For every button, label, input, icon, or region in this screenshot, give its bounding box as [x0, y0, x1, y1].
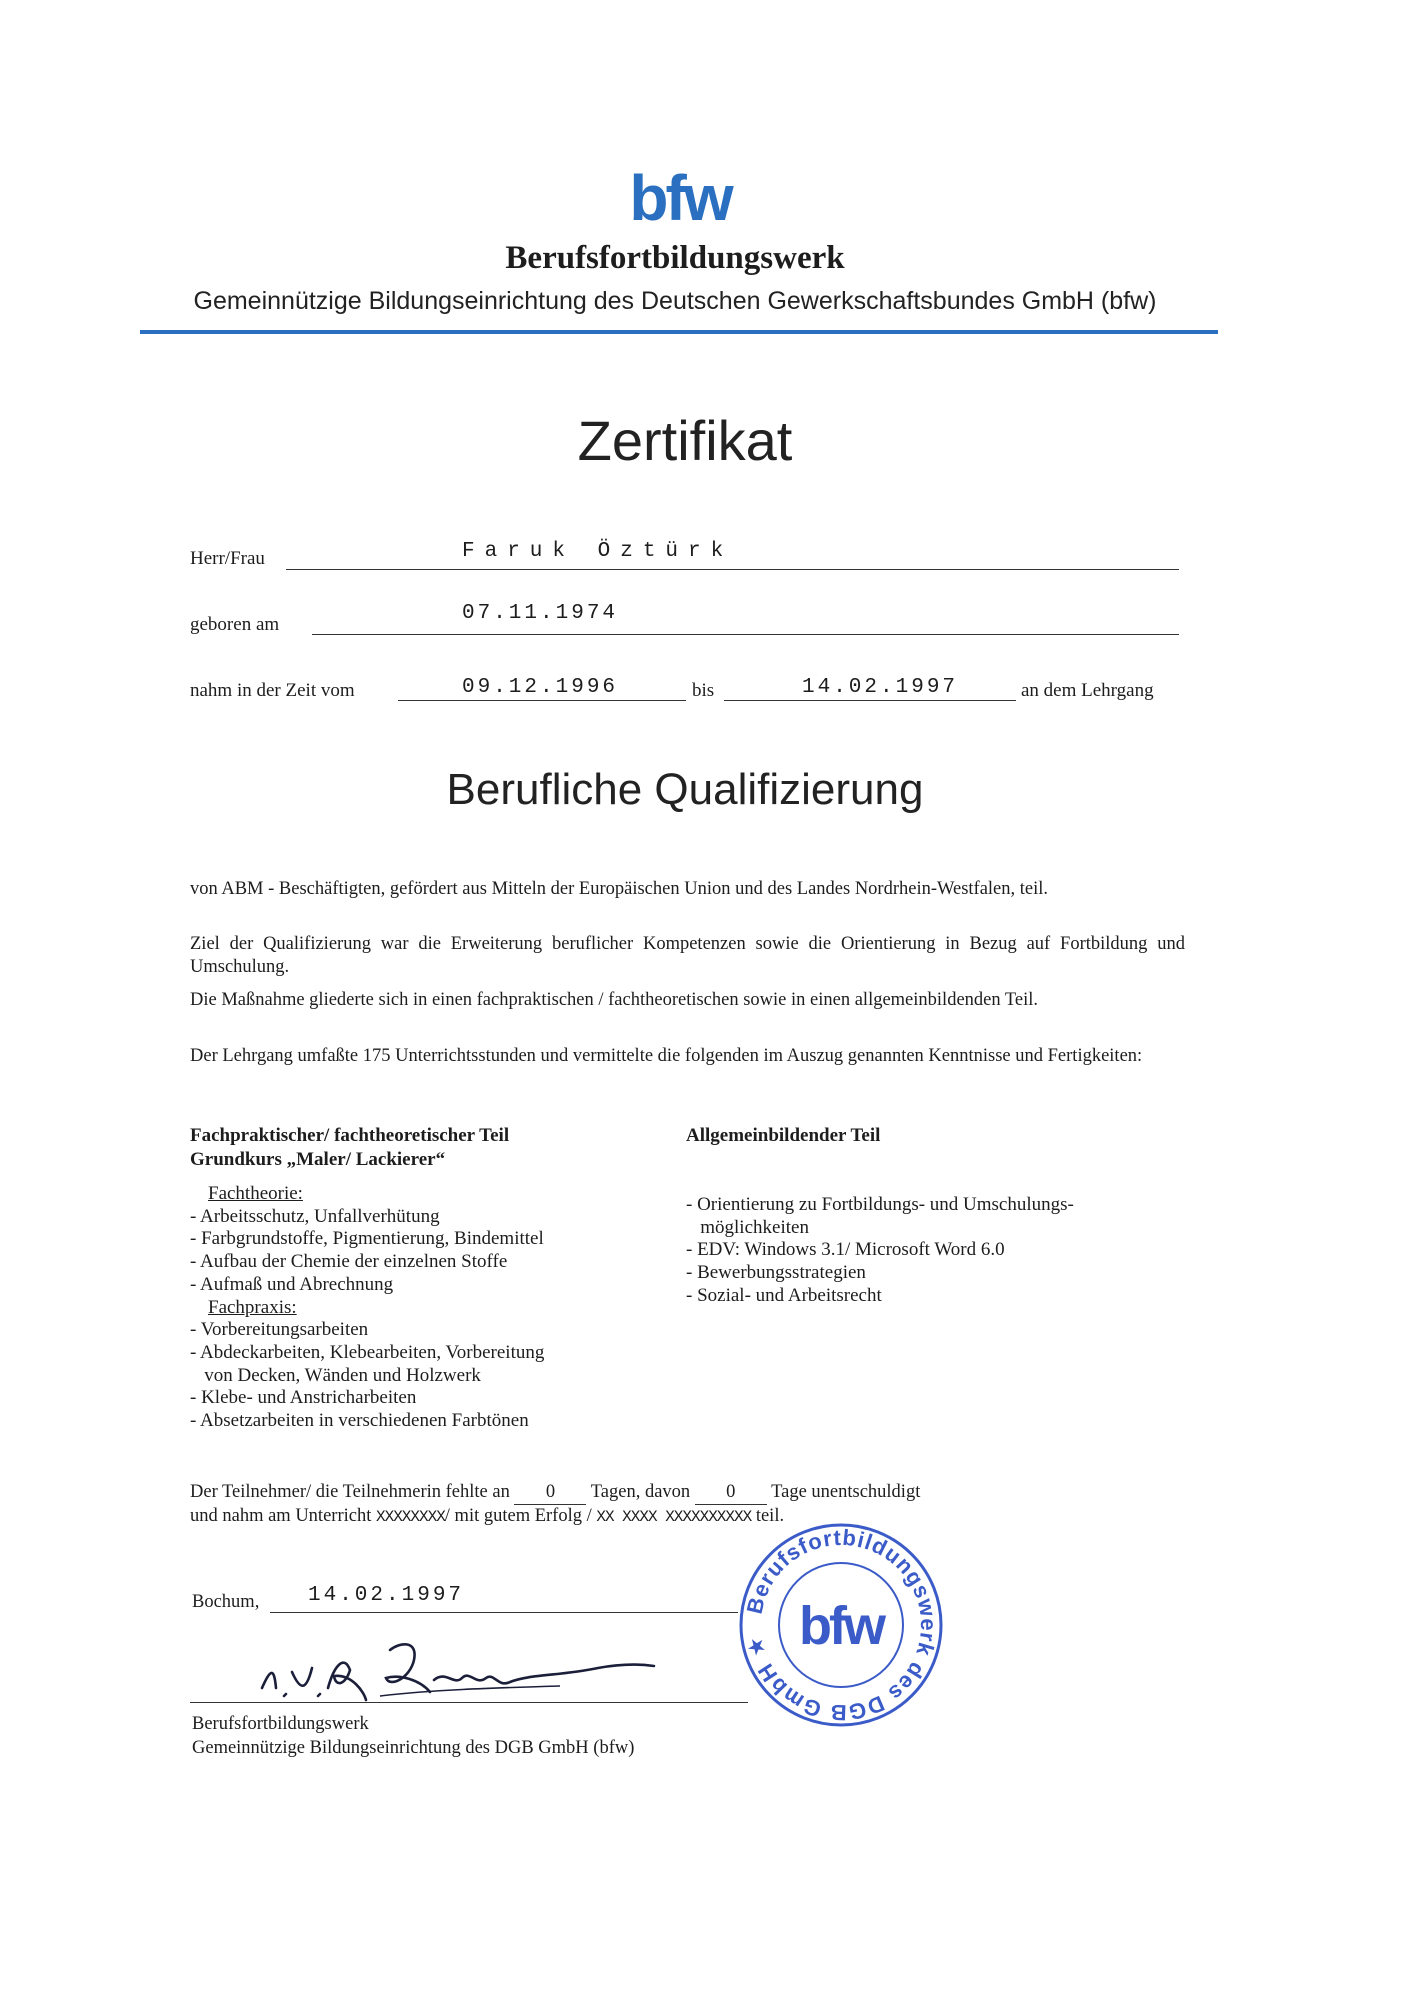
place-label: Bochum,	[192, 1592, 260, 1612]
left-list	[190, 1183, 544, 1433]
attendance-prefix-2: und nahm am Unterricht	[190, 1506, 372, 1526]
date-line	[270, 1612, 738, 1613]
svg-text:bfw: bfw	[799, 1596, 883, 1656]
list-item: - Farbgrundstoffe, Pigmentierung, Bindemittel	[190, 1228, 544, 1250]
bfw-logo-text: bfw	[629, 162, 731, 230]
list-item: - Klebe- und Anstricharbeiten	[190, 1387, 417, 1409]
attendance-suffix: Tage unentschuldigt	[771, 1482, 921, 1502]
period-to: 14.02.1997	[802, 676, 959, 699]
signature	[240, 1630, 680, 1710]
paragraph-2: Ziel der Qualifizierung war die Erweiterung beruflicher Kompetenzen sowie die Orientierung in Bezug auf Fortbildung und Umschulung.	[190, 934, 1185, 977]
paragraph-1: von ABM - Beschäftigten, gefördert aus Mitteln der Europäischen Union und des Landes Nordrhein-Westfalen, teil.	[190, 879, 1049, 899]
born-line	[312, 634, 1179, 635]
issue-date: 14.02.1997	[308, 1584, 465, 1607]
period-to-label: bis	[692, 680, 715, 701]
issuer-line-2: Gemeinnützige Bildungseinrichtung des DGB GmbH (bfw)	[192, 1738, 635, 1758]
list-item: - Abdeckarbeiten, Klebearbeiten, Vorbereitung	[190, 1341, 545, 1363]
right-list	[686, 1194, 1074, 1308]
name-label: Herr/Frau	[190, 548, 265, 569]
list-item: - Aufbau der Chemie der einzelnen Stoffe	[190, 1251, 508, 1273]
born-label: geboren am	[190, 614, 280, 635]
days-missed: 0	[514, 1480, 586, 1505]
svg-text:Berufsfortbildungswerk des DGB: Berufsfortbildungswerk des DGB GmbH ★	[741, 1524, 942, 1726]
org-subtitle: Gemeinnützige Bildungseinrichtung des Deutschen Gewerkschaftsbundes GmbH (bfw)	[193, 287, 1157, 315]
list-item: - Aufmaß und Abrechnung	[190, 1273, 394, 1295]
list-item: von Decken, Wänden und Holzwerk	[190, 1364, 481, 1386]
list-item: - Sozial- und Arbeitsrecht	[686, 1284, 882, 1306]
list-item: - EDV: Windows 3.1/ Microsoft Word 6.0	[686, 1239, 1005, 1261]
bfw-stamp	[736, 1520, 946, 1730]
attendance-line-2	[190, 1504, 784, 1529]
list-item: - Arbeitsschutz, Unfallverhütung	[190, 1205, 440, 1227]
header-divider	[140, 330, 1218, 334]
period-from: 09.12.1996	[462, 676, 619, 699]
struck-text-1: XXXXXXXX	[375, 1508, 445, 1526]
issuer-line-1: Berufsfortbildungswerk	[192, 1714, 369, 1734]
certificate-title: Zertifikat	[577, 409, 793, 472]
course-title: Berufliche Qualifizierung	[446, 765, 924, 814]
born-value: 07.11.1974	[462, 602, 619, 625]
period-to-line	[724, 700, 1016, 701]
attendance-suffix-2: teil.	[755, 1506, 785, 1526]
attendance-line-1	[190, 1480, 920, 1505]
org-name: Berufsfortbildungswerk	[505, 240, 845, 276]
period-label: nahm in der Zeit vom	[190, 680, 355, 701]
list-item: - Bewerbungsstrategien	[686, 1262, 866, 1284]
list-item: möglichkeiten	[686, 1216, 809, 1238]
bfw-logo	[620, 160, 740, 230]
period-from-line	[398, 700, 686, 701]
attendance-prefix: Der Teilnehmer/ die Teilnehmerin fehlte an	[190, 1482, 510, 1502]
theory-label: Fachtheorie:	[208, 1183, 303, 1204]
right-heading: Allgemeinbildender Teil	[686, 1125, 881, 1146]
practice-label: Fachpraxis:	[208, 1296, 297, 1318]
left-heading-1: Fachpraktischer/ fachtheoretischer Teil	[190, 1125, 510, 1146]
days-unexcused: 0	[695, 1480, 767, 1505]
list-item: - Orientierung zu Fortbildungs- und Umschulungs-	[686, 1194, 1074, 1215]
paragraph-3: Die Maßnahme gliederte sich in einen fachpraktischen / fachtheoretischen sowie in einen allgemeinbildenden Teil.	[190, 990, 1039, 1010]
attendance-mid-2: / mit gutem Erfolg /	[444, 1506, 592, 1526]
name-line	[286, 569, 1179, 570]
attendance-mid: Tagen, davon	[590, 1482, 691, 1502]
struck-text-2: XX XXXX XXXXXXXXXX	[596, 1508, 752, 1526]
signature-line	[190, 1702, 748, 1703]
left-heading-2: Grundkurs „Maler/ Lackierer“	[190, 1149, 446, 1170]
paragraph-4: Der Lehrgang umfaßte 175 Unterrichtsstunden und vermittelte die folgenden im Auszug genannten Kenntnisse und Fertigkeiten:	[190, 1046, 1143, 1066]
list-item: - Vorbereitungsarbeiten	[190, 1319, 369, 1341]
list-item: - Absetzarbeiten in verschiedenen Farbtönen	[190, 1410, 529, 1432]
name-value: Faruk Öztürk	[462, 540, 734, 563]
period-suffix: an dem Lehrgang	[1021, 680, 1154, 701]
